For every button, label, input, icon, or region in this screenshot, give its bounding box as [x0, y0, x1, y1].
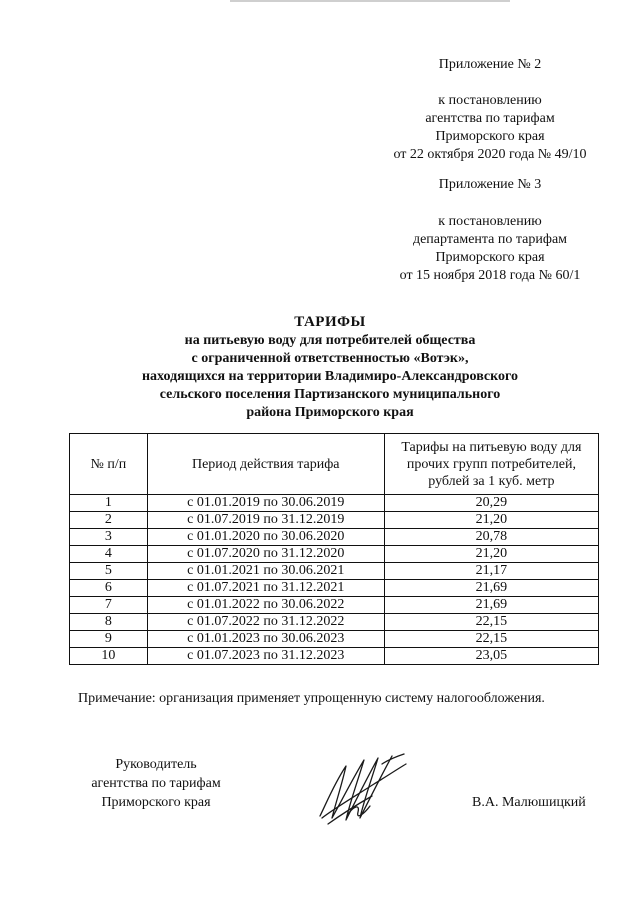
cell-period: с 01.07.2019 по 31.12.2019	[147, 512, 384, 529]
signatory-name: В.А. Малюшицкий	[472, 795, 586, 810]
table-row	[70, 512, 599, 529]
cell-period: с 01.07.2022 по 31.12.2022	[147, 614, 384, 631]
appendix-2-line: от 15 ноября 2018 года № 60/1	[399, 268, 581, 283]
cell-number: 2	[70, 512, 148, 529]
title-line: на питьевую воду для потребителей общества	[184, 333, 476, 348]
cell-number: 6	[70, 580, 148, 597]
appendix-2-title	[380, 176, 600, 194]
cell-tariff: 21,20	[384, 546, 598, 563]
cell-period: с 01.07.2023 по 31.12.2023	[147, 648, 384, 665]
cell-period: с 01.07.2020 по 31.12.2020	[147, 546, 384, 563]
appendix-1-line: агентства по тарифам	[425, 111, 555, 126]
table-row	[70, 648, 599, 665]
cell-tariff: 23,05	[384, 648, 598, 665]
cell-period: с 01.01.2020 по 30.06.2020	[147, 529, 384, 546]
scan-edge-line	[230, 0, 510, 2]
title-line: сельского поселения Партизанского муниципального	[159, 387, 501, 402]
appendix-1-reference	[360, 92, 620, 164]
appendix-1-line: к постановлению	[438, 93, 542, 108]
cell-period: с 01.07.2021 по 31.12.2021	[147, 580, 384, 597]
table-row	[70, 580, 599, 597]
table-row	[70, 563, 599, 580]
cell-tariff: 22,15	[384, 631, 598, 648]
cell-number: 3	[70, 529, 148, 546]
cell-number: 4	[70, 546, 148, 563]
tariff-table	[69, 433, 599, 665]
appendix-1-line: Приморского края	[435, 129, 545, 144]
cell-tariff: 21,69	[384, 597, 598, 614]
table-row	[70, 597, 599, 614]
cell-number: 5	[70, 563, 148, 580]
header-tariff-line: прочих групп потребителей,	[406, 456, 576, 472]
cell-tariff: 21,69	[384, 580, 598, 597]
header-tariff-line: Тарифы на питьевую воду для	[401, 439, 582, 455]
table-row	[70, 614, 599, 631]
title-line: района Приморского края	[246, 405, 414, 420]
header-number: № п/п	[70, 434, 148, 495]
signatory-position	[78, 755, 234, 812]
appendix-2-title-text: Приложение № 3	[438, 177, 542, 192]
cell-tariff: 20,29	[384, 495, 598, 512]
cell-tariff: 22,15	[384, 614, 598, 631]
title-line: с ограниченной ответственностью «Вотэк»,	[191, 351, 469, 366]
header-period: Период действия тарифа	[147, 434, 384, 495]
cell-period: с 01.01.2019 по 30.06.2019	[147, 495, 384, 512]
table-row	[70, 529, 599, 546]
header-tariff-line: рублей за 1 куб. метр	[428, 473, 555, 489]
appendix-1-title-text: Приложение № 2	[438, 57, 542, 72]
table-row	[70, 495, 599, 512]
cell-number: 9	[70, 631, 148, 648]
appendix-2-line: департамента по тарифам	[412, 232, 568, 247]
cell-period: с 01.01.2022 по 30.06.2022	[147, 597, 384, 614]
handwritten-signature	[312, 744, 412, 834]
appendix-2-reference	[360, 213, 620, 285]
header-tariff	[384, 434, 598, 495]
cell-number: 8	[70, 614, 148, 631]
title-line: находящихся на территории Владимиро-Александровского	[141, 369, 519, 384]
cell-period: с 01.01.2021 по 30.06.2021	[147, 563, 384, 580]
appendix-2-line: к постановлению	[438, 214, 542, 229]
signatory-line: Руководитель	[115, 757, 197, 772]
title-main: ТАРИФЫ	[294, 314, 366, 330]
cell-tariff: 21,20	[384, 512, 598, 529]
table-header-row	[70, 434, 599, 495]
cell-number: 10	[70, 648, 148, 665]
cell-period: с 01.01.2023 по 30.06.2023	[147, 631, 384, 648]
cell-tariff: 21,17	[384, 563, 598, 580]
appendix-1-line: от 22 октября 2020 года № 49/10	[393, 147, 587, 162]
cell-number: 1	[70, 495, 148, 512]
signatory-line: Приморского края	[101, 795, 211, 810]
table-row	[70, 546, 599, 563]
cell-number: 7	[70, 597, 148, 614]
taxation-note: Примечание: организация применяет упрощенную систему налогообложения.	[78, 691, 545, 706]
signatory-line: агентства по тарифам	[91, 776, 221, 791]
appendix-2-line: Приморского края	[435, 250, 545, 265]
cell-tariff: 20,78	[384, 529, 598, 546]
table-row	[70, 631, 599, 648]
appendix-1-title	[380, 56, 600, 74]
document-title	[70, 313, 590, 422]
